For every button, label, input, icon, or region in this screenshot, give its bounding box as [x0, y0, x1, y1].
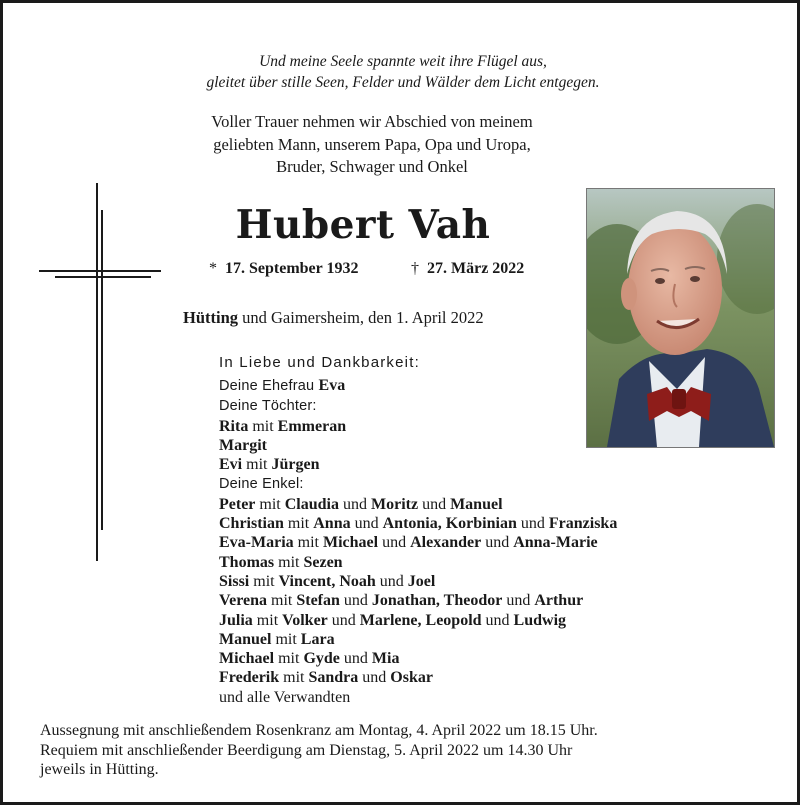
- family-line: [219, 436, 617, 455]
- birth-date: [209, 259, 358, 279]
- family-connector-text: Deine Töchter:: [219, 398, 317, 415]
- family-member-name: Ludwig: [513, 611, 567, 629]
- family-member-name: Emmeran: [277, 417, 347, 435]
- thanks-heading: In Liebe und Dankbarkeit:: [219, 354, 420, 371]
- family-connector-text: und: [502, 592, 535, 610]
- family-line: [219, 495, 617, 514]
- family-connector-text: mit: [283, 515, 314, 533]
- cross-icon-beam-inner: [55, 276, 151, 278]
- family-member-name: Verena: [219, 592, 267, 610]
- intro-line: Bruder, Schwager und Onkel: [276, 157, 468, 176]
- poem-line: Und meine Seele spannte weit ihre Flügel aus,: [259, 53, 547, 70]
- family-member-name: Franziska: [548, 515, 618, 533]
- family-line: [219, 396, 617, 416]
- place-town: Hütting: [183, 308, 239, 327]
- family-connector-text: mit: [249, 572, 279, 590]
- family-connector-text: und: [481, 534, 514, 552]
- birth-star-icon: *: [209, 260, 217, 277]
- family-list: [219, 376, 617, 707]
- family-connector-text: mit: [271, 630, 301, 648]
- intro-line: Voller Trauer nehmen wir Abschied von meinem: [211, 112, 533, 131]
- family-member-name: Margit: [219, 436, 267, 454]
- family-member-name: Arthur: [534, 592, 584, 610]
- family-member-name: Stefan: [296, 592, 340, 610]
- family-member-name: Joel: [407, 572, 436, 590]
- poem-line: gleitet über stille Seen, Felder und Wälder dem Licht entgegen.: [206, 74, 600, 91]
- death-date-value: 27. März 2022: [427, 260, 525, 277]
- poem-quote: [3, 51, 800, 93]
- family-member-name: Anna-Marie: [513, 534, 598, 552]
- family-member-name: Jürgen: [271, 456, 320, 474]
- family-connector-text: Deine Ehefrau: [219, 378, 319, 394]
- family-connector-text: mit: [242, 456, 272, 474]
- family-connector-text: und: [339, 495, 371, 513]
- birth-date-value: 17. September 1932: [225, 260, 359, 277]
- intro-text: [3, 111, 741, 179]
- family-connector-text: und: [516, 515, 549, 533]
- family-member-name: Lara: [300, 630, 335, 648]
- service-info: [40, 721, 598, 780]
- family-line: [219, 611, 617, 630]
- family-line: [219, 455, 617, 474]
- family-member-name: Mia: [371, 650, 400, 668]
- deceased-name: Hubert Vah: [235, 202, 491, 248]
- family-connector-text: mit: [248, 417, 278, 435]
- family-member-name: Volker: [282, 611, 328, 629]
- family-member-name: Oskar: [390, 669, 433, 687]
- family-member-name: Sandra: [308, 669, 359, 687]
- cross-icon-beam: [39, 270, 161, 272]
- cross-icon: [96, 183, 98, 561]
- family-member-name: Vincent, Noah: [278, 572, 376, 590]
- family-connector-text: und alle Verwandten: [219, 688, 351, 706]
- family-connector-text: mit: [255, 495, 285, 513]
- family-connector-text: mit: [293, 534, 323, 552]
- family-connector-text: und: [418, 495, 451, 513]
- family-member-name: Manuel: [219, 630, 272, 648]
- service-line: Requiem mit anschließender Beerdigung am Dienstag, 5. April 2022 um 14.30 Uhr: [40, 741, 573, 759]
- family-connector-text: mit: [267, 592, 297, 610]
- intro-line: geliebten Mann, unserem Papa, Opa und Uropa,: [213, 134, 531, 154]
- family-member-name: Julia: [219, 611, 253, 629]
- family-member-name: Rita: [219, 417, 249, 435]
- family-member-name: Frederik: [219, 669, 280, 687]
- family-line: [219, 630, 617, 649]
- family-connector-text: und: [481, 611, 514, 629]
- family-connector-text: mit: [274, 650, 304, 668]
- family-member-name: Anna: [313, 515, 351, 533]
- family-member-name: Marlene, Leopold: [359, 611, 482, 629]
- family-member-name: Peter: [219, 495, 256, 513]
- family-member-name: Sezen: [303, 553, 343, 571]
- family-connector-text: und: [350, 515, 383, 533]
- service-line: Aussegnung mit anschließendem Rosenkranz am Montag, 4. April 2022 um 18.15 Uhr.: [40, 722, 598, 739]
- family-line: [219, 553, 617, 572]
- family-member-name: Evi: [219, 456, 243, 474]
- place-and-date: [183, 308, 484, 328]
- family-member-name: Manuel: [450, 495, 503, 513]
- place-rest: und Gaimersheim, den 1. April 2022: [238, 308, 484, 327]
- family-member-name: Michael: [219, 650, 275, 668]
- family-member-name: Sissi: [219, 572, 250, 590]
- family-member-name: Gyde: [303, 650, 340, 668]
- family-line: [219, 591, 617, 610]
- family-member-name: Christian: [219, 515, 284, 533]
- family-line: [219, 649, 617, 668]
- family-line: [219, 417, 617, 436]
- family-connector-text: und: [339, 592, 372, 610]
- family-member-name: Eva: [318, 377, 346, 394]
- family-connector-text: mit: [252, 611, 283, 629]
- service-line: jeweils in Hütting.: [40, 761, 159, 778]
- death-cross-icon: †: [411, 260, 419, 277]
- family-connector-text: Deine Enkel:: [219, 476, 304, 493]
- family-line: [219, 533, 617, 552]
- family-line: [219, 514, 617, 533]
- family-connector-text: und: [375, 572, 408, 590]
- family-member-name: Jonathan, Theodor: [371, 592, 503, 610]
- family-member-name: Antonia, Korbinian: [382, 515, 517, 533]
- family-connector-text: und: [378, 534, 411, 552]
- family-member-name: Alexander: [410, 534, 482, 552]
- family-connector-text: und: [327, 611, 360, 629]
- family-connector-text: mit: [279, 669, 309, 687]
- family-member-name: Eva-Maria: [219, 534, 294, 552]
- family-line: [219, 668, 617, 687]
- family-member-name: Claudia: [284, 495, 339, 513]
- family-line: [219, 572, 617, 591]
- family-connector-text: und: [339, 650, 372, 668]
- family-connector-text: und: [358, 669, 391, 687]
- family-member-name: Thomas: [219, 553, 275, 571]
- cross-icon-inner-line: [101, 210, 103, 530]
- family-member-name: Moritz: [371, 495, 419, 513]
- death-date: [411, 259, 524, 279]
- family-line: [219, 376, 617, 396]
- family-line: [219, 688, 617, 707]
- family-line: [219, 474, 617, 494]
- family-member-name: Michael: [323, 534, 379, 552]
- family-connector-text: mit: [274, 553, 304, 571]
